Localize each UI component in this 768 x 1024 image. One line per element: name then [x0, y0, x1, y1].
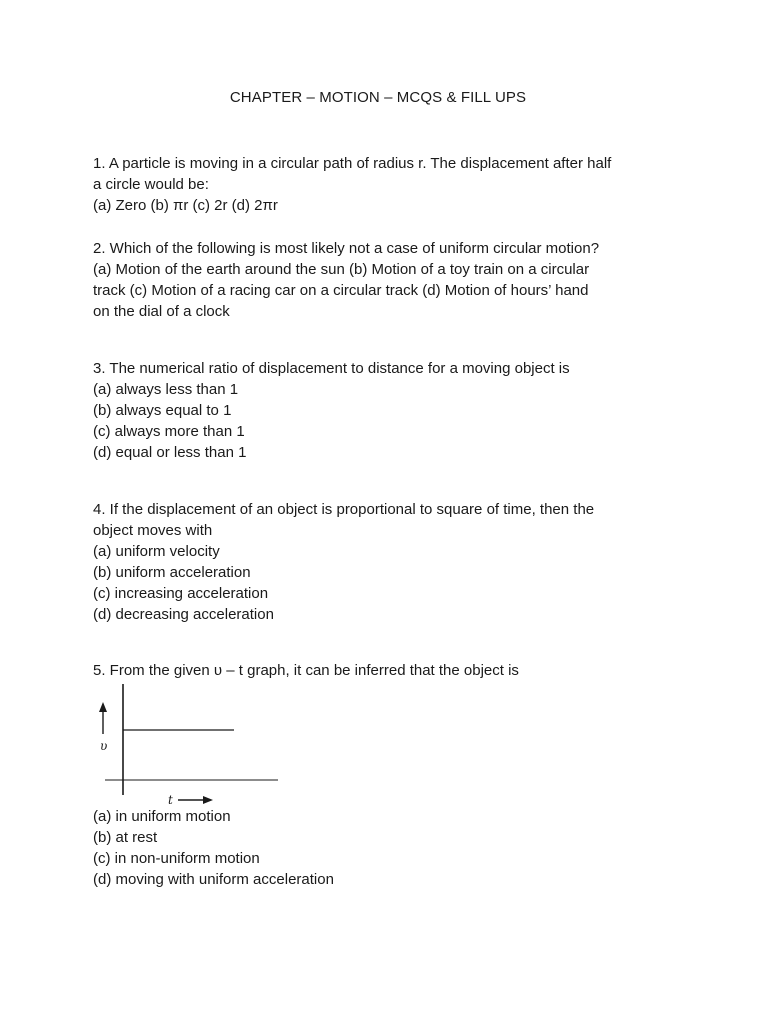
question-4-option-c: (c) increasing acceleration — [93, 585, 269, 602]
graph-y-axis-label: υ — [100, 739, 108, 753]
question-3-option-b: (b) always equal to 1 — [93, 402, 232, 419]
question-3-stem: 3. The numerical ratio of displacement to distance for a moving object is — [93, 360, 570, 377]
question-4-option-b: (b) uniform acceleration — [93, 564, 251, 581]
question-2-line-2: (a) Motion of the earth around the sun (b) Motion of a toy train on a circular — [93, 261, 590, 278]
question-3 — [93, 358, 693, 463]
question-4-stem-line-2: object moves with — [93, 522, 213, 539]
question-2 — [93, 238, 693, 322]
velocity-time-graph — [93, 682, 293, 808]
question-1-line-2: a circle would be: — [93, 176, 209, 193]
question-2-line-4: on the dial of a clock — [93, 303, 230, 320]
question-5-option-b: (b) at rest — [93, 829, 158, 846]
question-4-option-a: (a) uniform velocity — [93, 543, 220, 560]
arrow-right-icon — [178, 796, 213, 804]
question-3-option-d: (d) equal or less than 1 — [93, 444, 247, 461]
question-5-option-d: (d) moving with uniform acceleration — [93, 871, 334, 888]
question-1-line-1: 1. A particle is moving in a circular path of radius r. The displacement after half — [93, 155, 612, 172]
question-4-stem-line-1: 4. If the displacement of an object is proportional to square of time, then the — [93, 501, 595, 518]
question-3-option-a: (a) always less than 1 — [93, 381, 239, 398]
question-4-option-d: (d) decreasing acceleration — [93, 606, 274, 623]
question-5-options — [93, 806, 693, 890]
question-4 — [93, 499, 693, 625]
graph-x-axis-label: t — [168, 793, 173, 807]
question-5-option-a: (a) in uniform motion — [93, 808, 231, 825]
velocity-time-graph-svg — [93, 682, 293, 808]
question-5 — [93, 660, 693, 681]
arrow-up-icon — [99, 702, 107, 734]
page-title: CHAPTER – MOTION – MCQS & FILL UPS — [229, 89, 527, 106]
question-3-option-c: (c) always more than 1 — [93, 423, 245, 440]
question-1 — [93, 153, 693, 216]
question-2-line-1: 2. Which of the following is most likely not a case of uniform circular motion? — [93, 240, 600, 257]
question-2-line-3: track (c) Motion of a racing car on a circular track (d) Motion of hours’ hand — [93, 282, 589, 299]
question-5-stem: 5. From the given υ – t graph, it can be inferred that the object is — [93, 662, 519, 679]
question-5-option-c: (c) in non-uniform motion — [93, 850, 260, 867]
question-1-options: (a) Zero (b) πr (c) 2r (d) 2πr — [93, 197, 278, 214]
